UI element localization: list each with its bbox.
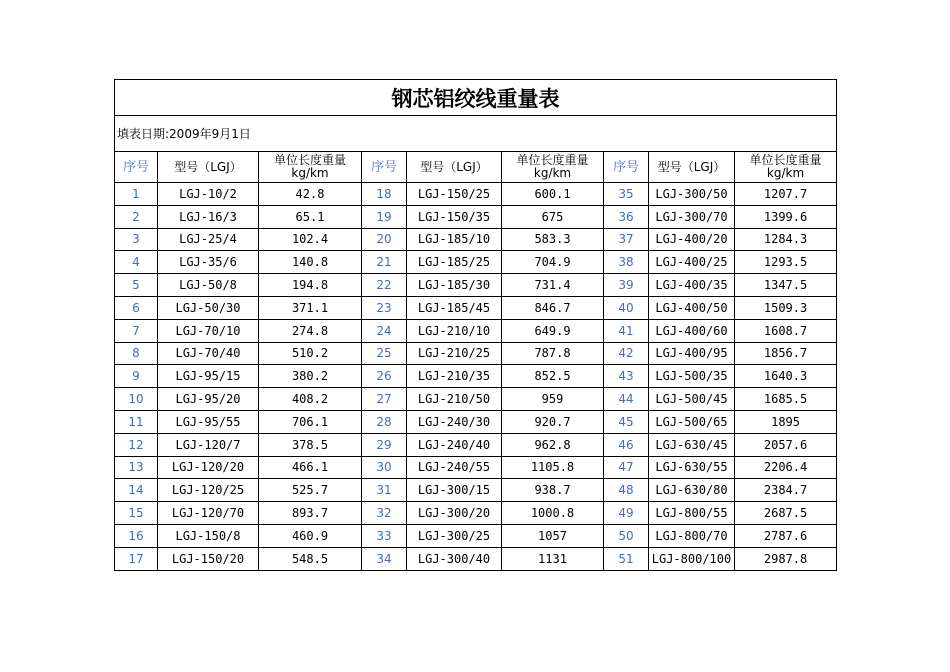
seq-cell: 47 <box>604 456 649 479</box>
model-cell: LGJ-25/4 <box>158 228 259 251</box>
seq-cell: 23 <box>362 296 407 319</box>
seq-cell: 5 <box>115 274 158 297</box>
seq-cell: 41 <box>604 319 649 342</box>
model-cell: LGJ-400/35 <box>649 274 735 297</box>
seq-cell: 48 <box>604 479 649 502</box>
model-cell: LGJ-800/70 <box>649 524 735 547</box>
seq-cell: 9 <box>115 365 158 388</box>
weight-cell: 1000.8 <box>502 502 604 525</box>
table-title: 钢芯铝绞线重量表 <box>115 80 837 116</box>
model-cell: LGJ-10/2 <box>158 183 259 206</box>
weight-cell: 548.5 <box>259 547 362 570</box>
weight-cell: 2057.6 <box>735 433 837 456</box>
seq-cell: 42 <box>604 342 649 365</box>
table-row <box>115 228 837 251</box>
seq-cell: 46 <box>604 433 649 456</box>
weight-cell: 466.1 <box>259 456 362 479</box>
header-model: 型号（LGJ） <box>158 152 259 183</box>
model-cell: LGJ-210/50 <box>407 388 502 411</box>
weight-cell: 959 <box>502 388 604 411</box>
weight-cell: 1685.5 <box>735 388 837 411</box>
header-weight-unit: kg/km <box>766 166 805 180</box>
model-cell: LGJ-400/95 <box>649 342 735 365</box>
table-row <box>115 319 837 342</box>
seq-cell: 11 <box>115 410 158 433</box>
seq-cell: 17 <box>115 547 158 570</box>
weight-cell: 2687.5 <box>735 502 837 525</box>
seq-cell: 33 <box>362 524 407 547</box>
header-weight-label: 单位长度重量 <box>749 153 822 167</box>
seq-cell: 7 <box>115 319 158 342</box>
header-weight-label: 单位长度重量 <box>273 153 346 167</box>
weight-cell: 1284.3 <box>735 228 837 251</box>
model-cell: LGJ-400/25 <box>649 251 735 274</box>
model-cell: LGJ-150/35 <box>407 205 502 228</box>
weight-cell: 706.1 <box>259 410 362 433</box>
model-cell: LGJ-150/20 <box>158 547 259 570</box>
model-cell: LGJ-185/45 <box>407 296 502 319</box>
weight-cell: 1105.8 <box>502 456 604 479</box>
weight-cell: 600.1 <box>502 183 604 206</box>
weight-cell: 42.8 <box>259 183 362 206</box>
weight-cell: 2787.6 <box>735 524 837 547</box>
model-cell: LGJ-210/25 <box>407 342 502 365</box>
seq-cell: 24 <box>362 319 407 342</box>
header-seq: 序号 <box>115 152 158 183</box>
header-model: 型号（LGJ） <box>407 152 502 183</box>
table-row <box>115 524 837 547</box>
weight-cell: 1856.7 <box>735 342 837 365</box>
weight-cell: 893.7 <box>259 502 362 525</box>
weight-cell: 1293.5 <box>735 251 837 274</box>
weight-cell: 704.9 <box>502 251 604 274</box>
seq-cell: 1 <box>115 183 158 206</box>
model-cell: LGJ-120/25 <box>158 479 259 502</box>
header-weight-unit: kg/km <box>291 166 329 180</box>
model-cell: LGJ-16/3 <box>158 205 259 228</box>
seq-cell: 49 <box>604 502 649 525</box>
seq-cell: 38 <box>604 251 649 274</box>
table-row <box>115 205 837 228</box>
weight-cell: 1207.7 <box>735 183 837 206</box>
model-cell: LGJ-300/20 <box>407 502 502 525</box>
table-row <box>115 274 837 297</box>
weight-cell: 510.2 <box>259 342 362 365</box>
model-cell: LGJ-185/10 <box>407 228 502 251</box>
model-cell: LGJ-120/70 <box>158 502 259 525</box>
weight-cell: 675 <box>502 205 604 228</box>
seq-cell: 19 <box>362 205 407 228</box>
seq-cell: 32 <box>362 502 407 525</box>
weight-cell: 920.7 <box>502 410 604 433</box>
seq-cell: 29 <box>362 433 407 456</box>
seq-cell: 16 <box>115 524 158 547</box>
table-row <box>115 479 837 502</box>
model-cell: LGJ-400/20 <box>649 228 735 251</box>
table-row <box>115 456 837 479</box>
model-cell: LGJ-210/35 <box>407 365 502 388</box>
table-row <box>115 547 837 570</box>
seq-cell: 12 <box>115 433 158 456</box>
header-weight <box>735 152 837 183</box>
model-cell: LGJ-35/6 <box>158 251 259 274</box>
seq-cell: 51 <box>604 547 649 570</box>
weight-cell: 65.1 <box>259 205 362 228</box>
weight-cell: 962.8 <box>502 433 604 456</box>
header-seq: 序号 <box>362 152 407 183</box>
table-row <box>115 388 837 411</box>
weight-cell: 2987.8 <box>735 547 837 570</box>
seq-cell: 18 <box>362 183 407 206</box>
seq-cell: 14 <box>115 479 158 502</box>
weight-table <box>114 79 837 571</box>
header-weight <box>259 152 362 183</box>
weight-cell: 1399.6 <box>735 205 837 228</box>
model-cell: LGJ-70/10 <box>158 319 259 342</box>
seq-cell: 36 <box>604 205 649 228</box>
seq-cell: 40 <box>604 296 649 319</box>
seq-cell: 6 <box>115 296 158 319</box>
model-cell: LGJ-630/80 <box>649 479 735 502</box>
weight-cell: 649.9 <box>502 319 604 342</box>
model-cell: LGJ-300/70 <box>649 205 735 228</box>
weight-cell: 1347.5 <box>735 274 837 297</box>
seq-cell: 39 <box>604 274 649 297</box>
seq-cell: 30 <box>362 456 407 479</box>
model-cell: LGJ-50/30 <box>158 296 259 319</box>
model-cell: LGJ-150/8 <box>158 524 259 547</box>
weight-cell: 852.5 <box>502 365 604 388</box>
weight-cell: 1509.3 <box>735 296 837 319</box>
weight-cell: 938.7 <box>502 479 604 502</box>
model-cell: LGJ-800/55 <box>649 502 735 525</box>
model-cell: LGJ-120/7 <box>158 433 259 456</box>
weight-cell: 2384.7 <box>735 479 837 502</box>
seq-cell: 25 <box>362 342 407 365</box>
weight-cell: 1640.3 <box>735 365 837 388</box>
weight-cell: 408.2 <box>259 388 362 411</box>
seq-cell: 10 <box>115 388 158 411</box>
weight-cell: 140.8 <box>259 251 362 274</box>
seq-cell: 20 <box>362 228 407 251</box>
seq-cell: 22 <box>362 274 407 297</box>
seq-cell: 31 <box>362 479 407 502</box>
seq-cell: 43 <box>604 365 649 388</box>
seq-cell: 37 <box>604 228 649 251</box>
model-cell: LGJ-300/25 <box>407 524 502 547</box>
seq-cell: 28 <box>362 410 407 433</box>
weight-cell: 371.1 <box>259 296 362 319</box>
table-row <box>115 502 837 525</box>
weight-cell: 787.8 <box>502 342 604 365</box>
weight-cell: 102.4 <box>259 228 362 251</box>
table-row <box>115 183 837 206</box>
model-cell: LGJ-500/35 <box>649 365 735 388</box>
model-cell: LGJ-240/40 <box>407 433 502 456</box>
header-model: 型号（LGJ） <box>649 152 735 183</box>
model-cell: LGJ-95/20 <box>158 388 259 411</box>
model-cell: LGJ-240/30 <box>407 410 502 433</box>
model-cell: LGJ-300/40 <box>407 547 502 570</box>
table-row <box>115 296 837 319</box>
header-weight <box>502 152 604 183</box>
model-cell: LGJ-400/60 <box>649 319 735 342</box>
table-row <box>115 410 837 433</box>
weight-cell: 274.8 <box>259 319 362 342</box>
model-cell: LGJ-210/10 <box>407 319 502 342</box>
model-cell: LGJ-240/55 <box>407 456 502 479</box>
weight-cell: 1057 <box>502 524 604 547</box>
model-cell: LGJ-300/15 <box>407 479 502 502</box>
header-row <box>115 152 837 183</box>
fill-date: 填表日期:2009年9月1日 <box>115 116 837 152</box>
header-weight-label: 单位长度重量 <box>516 153 589 167</box>
seq-cell: 50 <box>604 524 649 547</box>
weight-cell: 525.7 <box>259 479 362 502</box>
seq-cell: 15 <box>115 502 158 525</box>
model-cell: LGJ-630/45 <box>649 433 735 456</box>
weight-cell: 378.5 <box>259 433 362 456</box>
table-row <box>115 251 837 274</box>
weight-cell: 1608.7 <box>735 319 837 342</box>
model-cell: LGJ-95/55 <box>158 410 259 433</box>
weight-cell: 846.7 <box>502 296 604 319</box>
model-cell: LGJ-95/15 <box>158 365 259 388</box>
weight-cell: 380.2 <box>259 365 362 388</box>
model-cell: LGJ-185/25 <box>407 251 502 274</box>
seq-cell: 27 <box>362 388 407 411</box>
model-cell: LGJ-500/45 <box>649 388 735 411</box>
weight-cell: 194.8 <box>259 274 362 297</box>
seq-cell: 34 <box>362 547 407 570</box>
weight-cell: 1131 <box>502 547 604 570</box>
model-cell: LGJ-70/40 <box>158 342 259 365</box>
seq-cell: 35 <box>604 183 649 206</box>
model-cell: LGJ-630/55 <box>649 456 735 479</box>
seq-cell: 44 <box>604 388 649 411</box>
weight-cell: 460.9 <box>259 524 362 547</box>
model-cell: LGJ-500/65 <box>649 410 735 433</box>
weight-cell: 1895 <box>735 410 837 433</box>
table-row <box>115 342 837 365</box>
model-cell: LGJ-120/20 <box>158 456 259 479</box>
table-row <box>115 433 837 456</box>
model-cell: LGJ-185/30 <box>407 274 502 297</box>
table-row <box>115 365 837 388</box>
seq-cell: 13 <box>115 456 158 479</box>
seq-cell: 21 <box>362 251 407 274</box>
weight-cell: 2206.4 <box>735 456 837 479</box>
header-seq: 序号 <box>604 152 649 183</box>
model-cell: LGJ-800/100 <box>649 547 735 570</box>
seq-cell: 3 <box>115 228 158 251</box>
seq-cell: 8 <box>115 342 158 365</box>
seq-cell: 4 <box>115 251 158 274</box>
model-cell: LGJ-150/25 <box>407 183 502 206</box>
seq-cell: 26 <box>362 365 407 388</box>
weight-cell: 583.3 <box>502 228 604 251</box>
header-weight-unit: kg/km <box>533 166 572 180</box>
model-cell: LGJ-50/8 <box>158 274 259 297</box>
model-cell: LGJ-300/50 <box>649 183 735 206</box>
seq-cell: 45 <box>604 410 649 433</box>
seq-cell: 2 <box>115 205 158 228</box>
model-cell: LGJ-400/50 <box>649 296 735 319</box>
weight-cell: 731.4 <box>502 274 604 297</box>
